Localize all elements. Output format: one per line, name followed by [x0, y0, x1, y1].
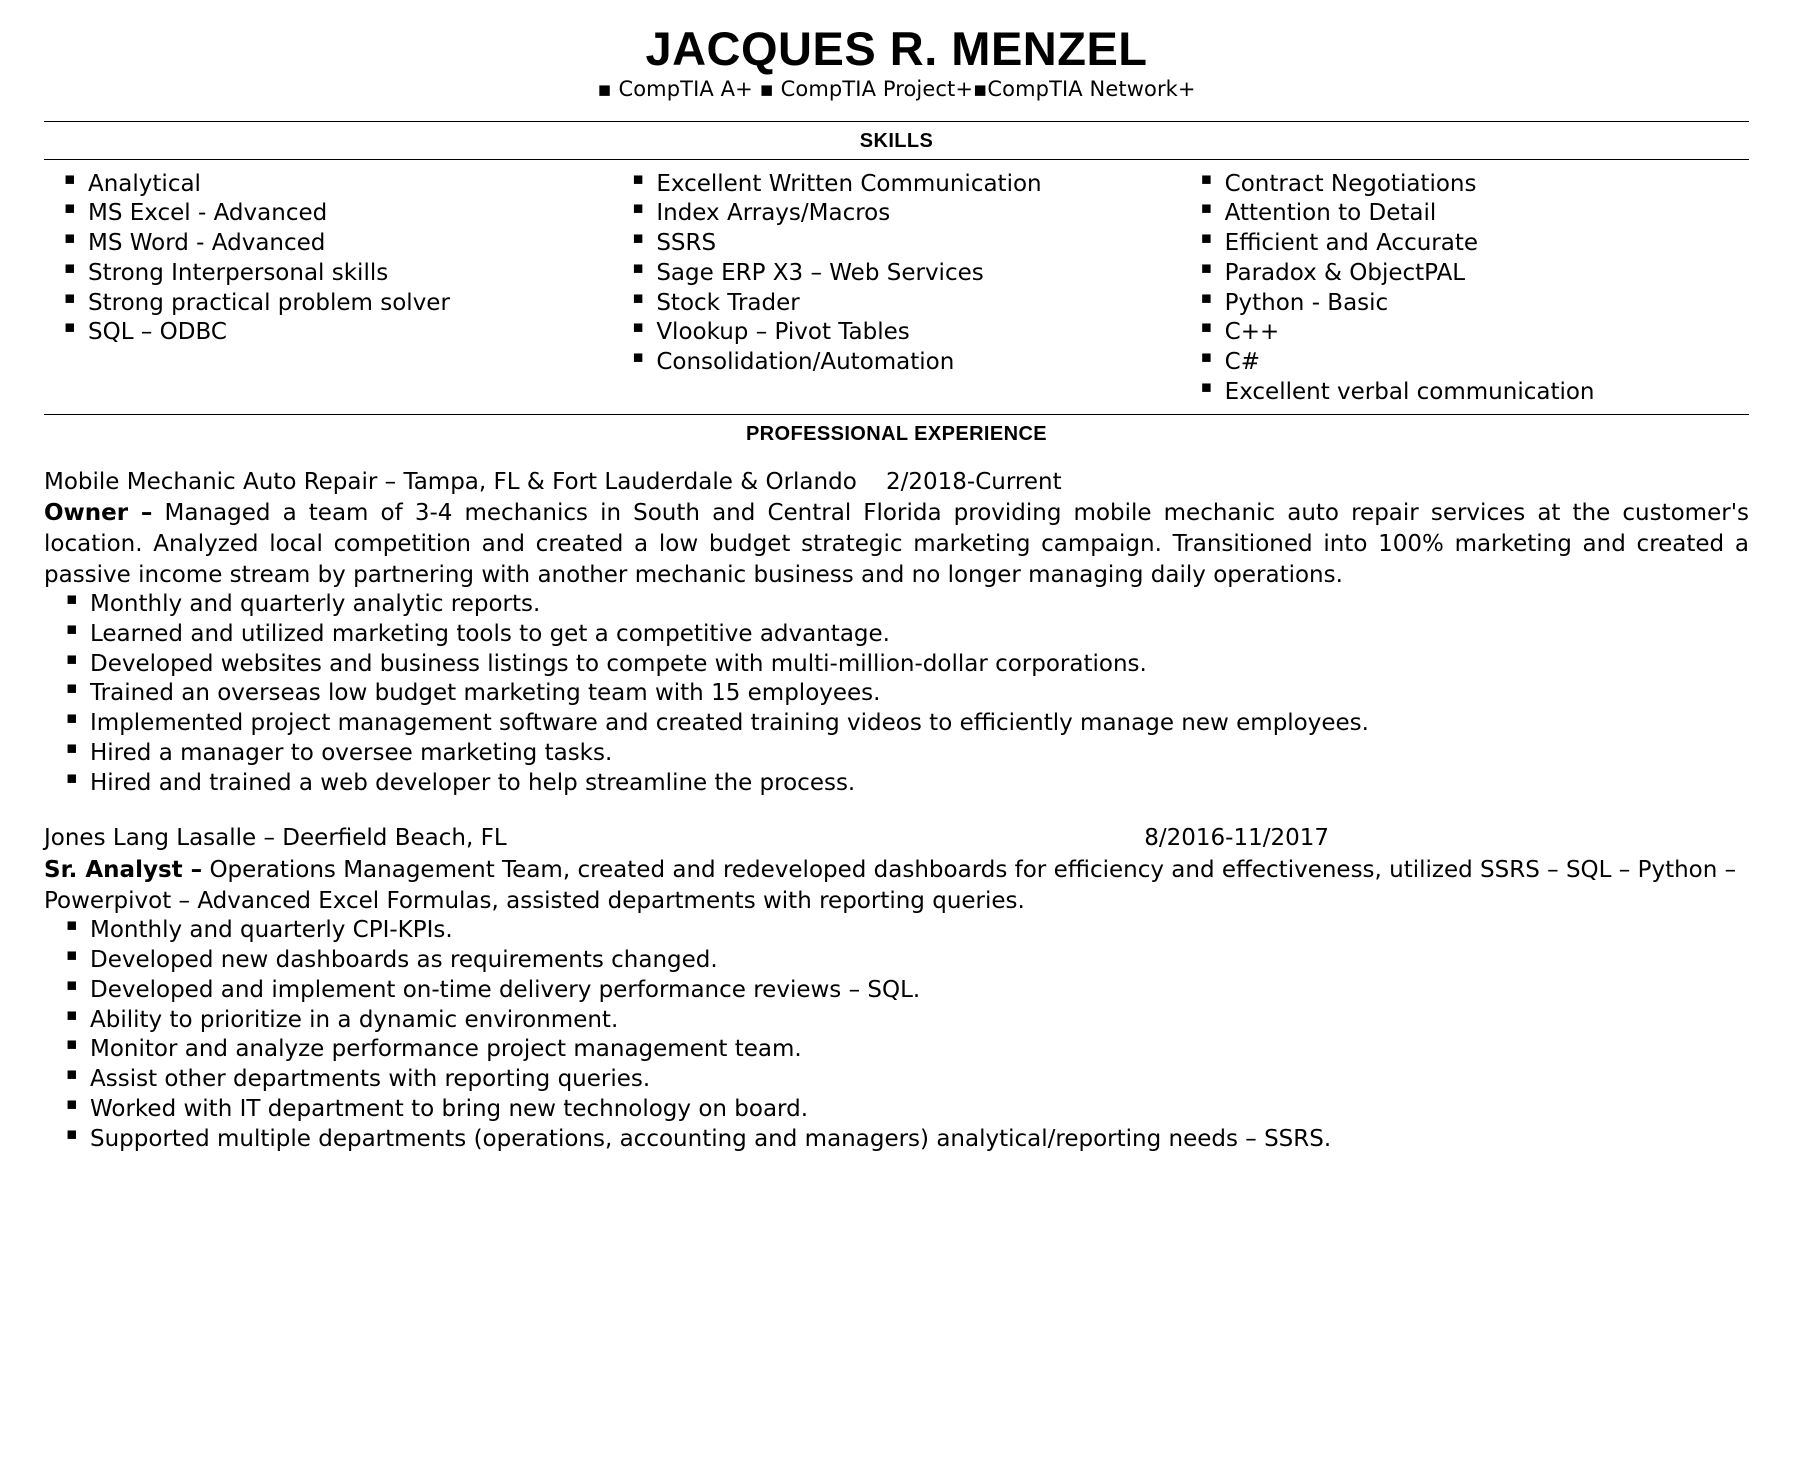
list-item: ▪ Excellent verbal communication — [1181, 378, 1723, 407]
list-item: ▪ Assist other departments with reporting queries. — [44, 1065, 1749, 1094]
skills-column-1 — [44, 170, 612, 408]
list-item: ▪ Implemented project management software and created training videos to efficiently manage new employees. — [44, 709, 1749, 738]
list-item: ▪ SSRS — [612, 229, 1154, 258]
list-item: ▪ Supported multiple departments (operations, accounting and managers) analytical/reporting needs – SSRS. — [44, 1125, 1749, 1154]
spacer — [44, 798, 1749, 824]
experience-entry — [44, 824, 1749, 1153]
list-item: ▪ SQL – ODBC — [44, 318, 586, 347]
experience-bullets — [44, 916, 1749, 1153]
list-item: ▪ Sage ERP X3 – Web Services — [612, 259, 1154, 288]
experience-summary — [44, 498, 1749, 590]
certifications-line: ▪ CompTIA A+ ▪ CompTIA Project+▪CompTIA Network+ — [597, 77, 1196, 102]
skills-column-2 — [612, 170, 1180, 408]
list-item: ▪ Paradox & ObjectPAL — [1181, 259, 1723, 288]
summary-text: Operations Management Team, created and redeveloped dashboards for efficiency and effectiveness, utilized SSRS – SQL – Python – Powerpivot – Advanced Excel Formulas, assisted departments with reporting queries. — [44, 857, 1737, 914]
skills-list-1 — [44, 170, 586, 348]
list-item: ▪ Excellent Written Communication — [612, 170, 1154, 199]
list-item: ▪ Developed and implement on-time delivery performance reviews – SQL. — [44, 976, 1749, 1005]
section-title-skills: SKILLS — [859, 129, 934, 152]
list-item: ▪ Ability to prioritize in a dynamic environment. — [44, 1006, 1749, 1035]
list-item: ▪ Efficient and Accurate — [1181, 229, 1723, 258]
list-item: ▪ Hired a manager to oversee marketing tasks. — [44, 739, 1749, 768]
list-item: ▪ Analytical — [44, 170, 586, 199]
experience-header — [44, 824, 1749, 854]
list-item: ▪ Vlookup – Pivot Tables — [612, 318, 1154, 347]
list-item: ▪ Monthly and quarterly CPI-KPIs. — [44, 916, 1749, 945]
company-name: Jones Lang Lasalle – Deerfield Beach, FL — [44, 825, 507, 852]
list-item: ▪ Attention to Detail — [1181, 199, 1723, 228]
list-item: ▪ Trained an overseas low budget marketing team with 15 employees. — [44, 679, 1749, 708]
list-item: ▪ Strong practical problem solver — [44, 289, 586, 318]
skills-list-3 — [1181, 170, 1723, 407]
page-title: JACQUES R. MENZEL — [645, 22, 1148, 75]
list-item: ▪ Monitor and analyze performance project management team. — [44, 1035, 1749, 1064]
summary-text: Managed a team of 3-4 mechanics in South and Central Florida providing mobile mechanic auto repair services at the customer's location. Analyzed local competition and created a low budget strategic marketing campaign. Transitioned into 100% marketing and created a passive income stream by partnering with another mechanic business and no longer managing daily operations. — [44, 500, 1749, 588]
employment-dates: 2/2018-Current — [886, 468, 1062, 495]
skills-section — [44, 160, 1749, 414]
experience-summary — [44, 855, 1749, 916]
list-item: ▪ Python - Basic — [1181, 289, 1723, 318]
list-item: ▪ Stock Trader — [612, 289, 1154, 318]
employment-dates: 8/2016-11/2017 — [1144, 825, 1329, 852]
experience-header — [44, 468, 1749, 498]
list-item: ▪ Hired and trained a web developer to help streamline the process. — [44, 769, 1749, 798]
list-item: ▪ Consolidation/Automation — [612, 348, 1154, 377]
list-item: ▪ Index Arrays/Macros — [612, 199, 1154, 228]
list-item: ▪ MS Word - Advanced — [44, 229, 586, 258]
company-name: Mobile Mechanic Auto Repair – Tampa, FL & Fort Lauderdale & Orlando — [44, 468, 857, 495]
list-item: ▪ C++ — [1181, 318, 1723, 347]
experience-bullets — [44, 590, 1749, 797]
job-title: Owner – — [44, 500, 153, 527]
list-item: ▪ Worked with IT department to bring new technology on board. — [44, 1095, 1749, 1124]
list-item: ▪ Strong Interpersonal skills — [44, 259, 586, 288]
list-item: ▪ Developed websites and business listings to compete with multi-million-dollar corporations. — [44, 650, 1749, 679]
list-item: ▪ Monthly and quarterly analytic reports. — [44, 590, 1749, 619]
section-title-experience: PROFESSIONAL EXPERIENCE — [745, 422, 1048, 445]
list-item: ▪ MS Excel - Advanced — [44, 199, 586, 228]
list-item: ▪ Developed new dashboards as requirements changed. — [44, 946, 1749, 975]
list-item: ▪ Contract Negotiations — [1181, 170, 1723, 199]
skills-column-3 — [1181, 170, 1749, 408]
experience-entry — [44, 452, 1749, 798]
job-title: Sr. Analyst – — [44, 857, 203, 884]
resume-header — [44, 24, 1749, 103]
list-item: ▪ C# — [1181, 348, 1723, 377]
list-item: ▪ Learned and utilized marketing tools to get a competitive advantage. — [44, 620, 1749, 649]
skills-list-2 — [612, 170, 1154, 377]
